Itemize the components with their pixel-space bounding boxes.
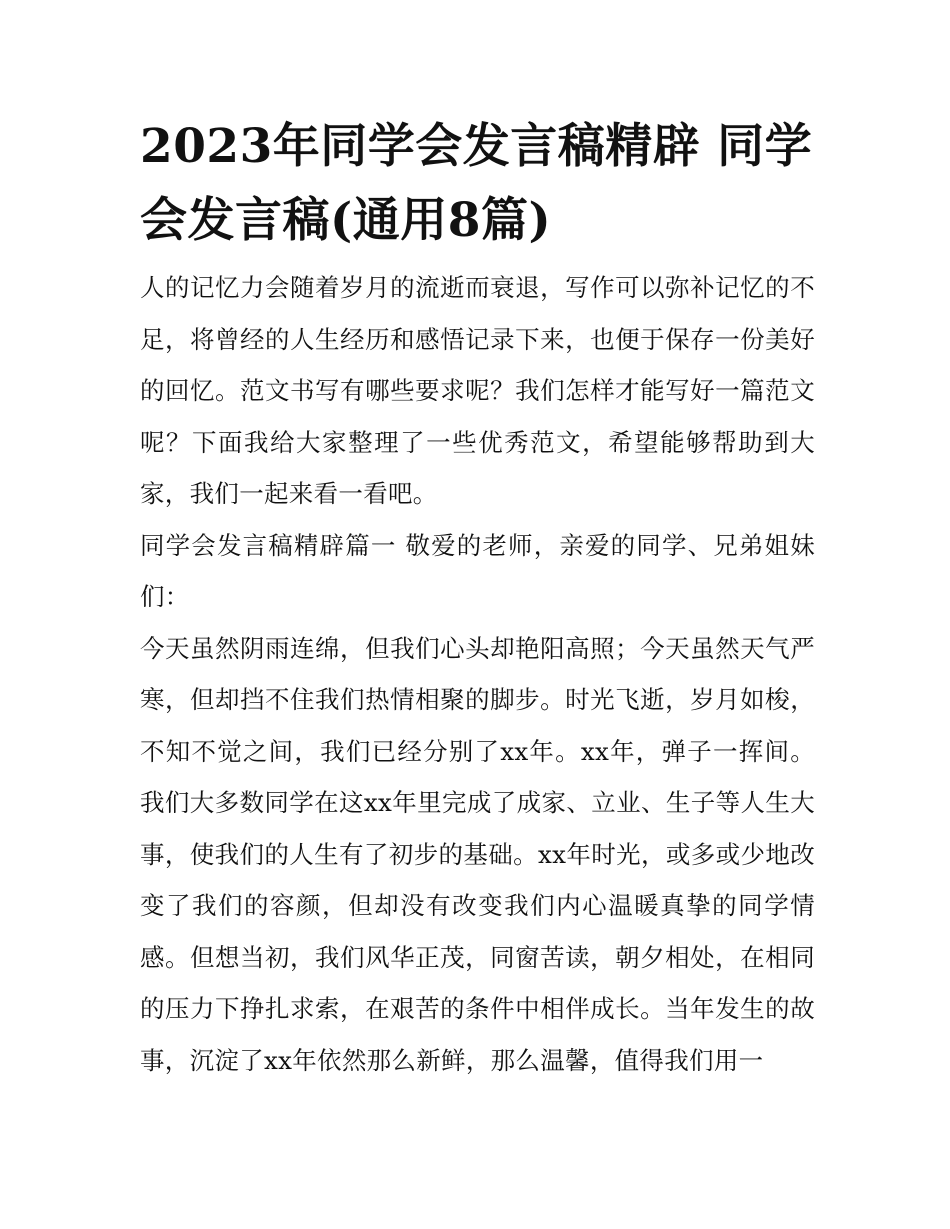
body-paragraph: 今天虽然阴雨连绵，但我们心头却艳阳高照；今天虽然天气严寒，但却挡不住我们热情相聚的脚步。时光飞逝，岁月如梭，不知不觉之间，我们已经分别了xx年。xx年，弹子一挥间。我们大多数同学在这xx年里完成了成家、立业、生子等人生大事，使我们的人生有了初步的基础。xx年时光，或多或少地改变了我们的容颜，但却没有改变我们内心温暖真挚的同学情感。但想当初，我们风华正茂，同窗苦读，朝夕相处，在相同的压力下挣扎求索，在艰苦的条件中相伴成长。当年发生的故事，沉淀了xx年依然那么新鲜，那么温馨，值得我们用一 <box>140 633 815 1075</box>
intro-paragraph: 人的记忆力会随着岁月的流逝而衰退，写作可以弥补记忆的不足，将曾经的人生经历和感悟记录下来，也便于保存一份美好的回忆。范文书写有哪些要求呢？我们怎样才能写好一篇范文呢？下面我给大家整理了一些优秀范文，希望能够帮助到大家，我们一起来看一看吧。 <box>140 273 815 508</box>
document-title: 2023年同学会发言稿精辟 同学会发言稿(通用8篇) <box>140 119 813 248</box>
section-heading-paragraph: 同学会发言稿精辟篇一 敬爱的老师，亲爱的同学、兄弟姐妹们： <box>140 530 815 611</box>
document-page <box>140 110 815 1086</box>
